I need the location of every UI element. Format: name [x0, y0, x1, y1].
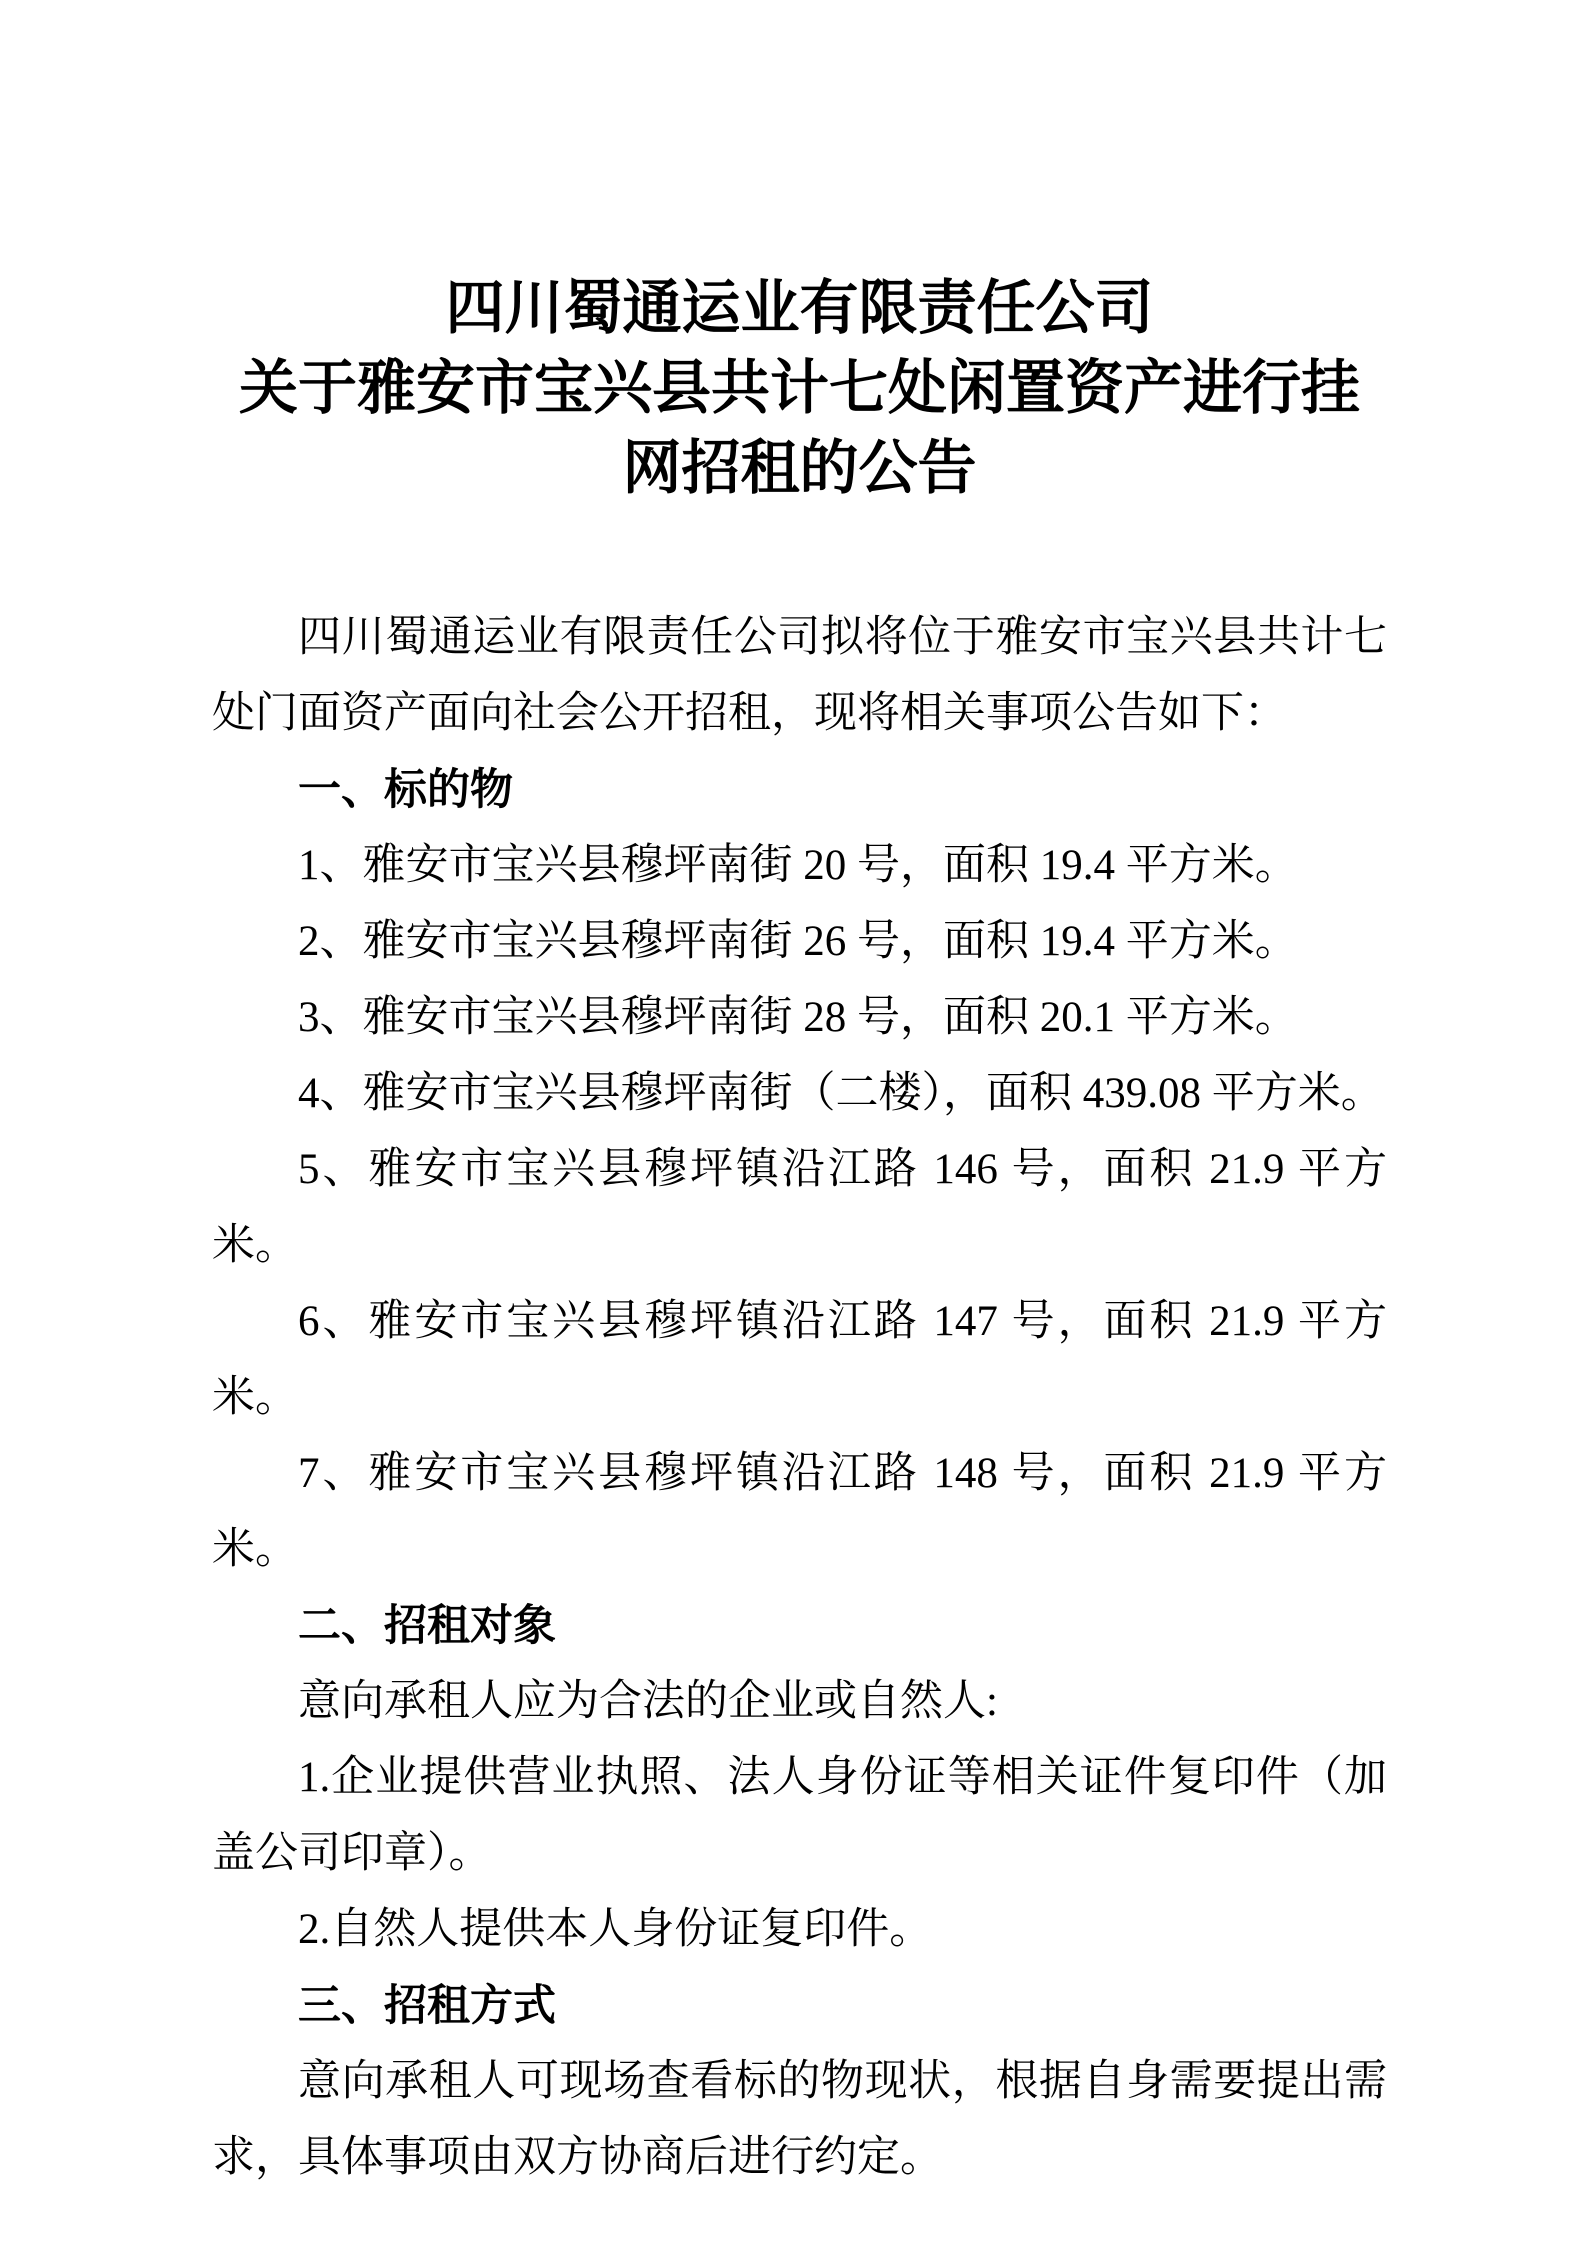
asset-item-2: 2、雅安市宝兴县穆坪南街 26 号，面积 19.4 平方米。: [298, 918, 1298, 965]
title-line-1: 四川蜀通运业有限责任公司: [445, 275, 1154, 341]
asset-item-6: 6、雅安市宝兴县穆坪镇沿江路 147 号，面积 21.9 平方米。: [212, 1298, 1387, 1421]
title-line-3: 网招租的公告: [622, 435, 977, 501]
section2-item-1: 1.企业提供营业执照、法人身份证等相关证件复印件（加盖公司印章）。: [212, 1754, 1387, 1877]
asset-item-7: 7、雅安市宝兴县穆坪镇沿江路 148 号，面积 21.9 平方米。: [212, 1450, 1387, 1573]
asset-item-1: 1、雅安市宝兴县穆坪南街 20 号，面积 19.4 平方米。: [298, 842, 1298, 889]
intro-paragraph: 四川蜀通运业有限责任公司拟将位于雅安市宝兴县共计七处门面资产面向社会公开招租，现将相关事项公告如下：: [212, 614, 1387, 737]
asset-item-5: 5、雅安市宝兴县穆坪镇沿江路 146 号，面积 21.9 平方米。: [212, 1146, 1387, 1269]
asset-item-3: 3、雅安市宝兴县穆坪南街 28 号，面积 20.1 平方米。: [298, 994, 1298, 1041]
section3-paragraph: 意向承租人可现场查看标的物现状，根据自身需要提出需求，具体事项由双方协商后进行约定。: [212, 2058, 1387, 2181]
title-line-2: 关于雅安市宝兴县共计七处闲置资产进行挂: [238, 355, 1360, 421]
section3-heading: 三、招租方式: [298, 1982, 556, 2030]
section2-lead: 意向承租人应为合法的企业或自然人:: [298, 1678, 998, 1725]
section2-heading: 二、招租对象: [298, 1602, 556, 1650]
section1-heading: 一、标的物: [298, 766, 513, 814]
document-title: [212, 268, 1387, 508]
asset-item-4: 4、雅安市宝兴县穆坪南街（二楼），面积 439.08 平方米。: [298, 1070, 1384, 1117]
document-body: [212, 600, 1387, 2196]
section2-item-2: 2.自然人提供本人身份证复印件。: [298, 1906, 933, 1953]
